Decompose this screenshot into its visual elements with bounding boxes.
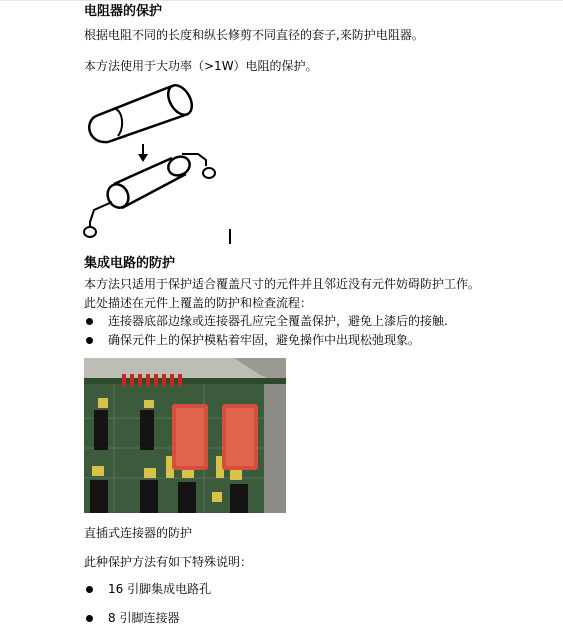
resistor-para-2: 本方法使用于大功率（>1W）电阻的保护。 bbox=[84, 59, 318, 73]
pcb-connector-photo bbox=[84, 358, 286, 513]
connector-bullet-1: 16 引脚集成电路孔 bbox=[108, 582, 212, 596]
text-cursor bbox=[229, 229, 231, 244]
bullet-dot-3 bbox=[86, 586, 93, 593]
down-arrow-icon bbox=[138, 144, 148, 162]
ic-para-1: 本方法只适用于保护适合覆盖尺寸的元件并且邻近没有元件妨碍防护工作。 bbox=[84, 277, 481, 291]
section-title-resistor-protection: 电阻器的保护 bbox=[84, 4, 163, 19]
section-title-ic-protection: 集成电路的防护 bbox=[84, 256, 176, 271]
ic-bullet-2: 确保元件上的保护模粘着牢固，避免操作中出现松弛现象。 bbox=[108, 333, 421, 347]
resistor-sleeve-diagram bbox=[76, 82, 226, 240]
connector-bullet-2: 8 引脚连接器 bbox=[108, 611, 180, 625]
ic-para-2: 此处描述在元件上覆盖的防护和检查流程： bbox=[84, 296, 313, 310]
ic-bullet-1: 连接器底部边缘或连接器孔应完全覆盖保护，避免上漆后的接触. bbox=[108, 314, 448, 328]
connector-note: 此种保护方法有如下特殊说明： bbox=[84, 555, 253, 569]
connector-caption: 直插式连接器的防护 bbox=[84, 526, 193, 540]
bullet-dot-1 bbox=[86, 318, 93, 325]
bullet-dot-2 bbox=[86, 337, 93, 344]
bullet-dot-4 bbox=[86, 615, 93, 622]
resistor-para-1: 根据电阻不同的长度和纵长修剪不同直径的套子,来防护电阻器。 bbox=[84, 28, 424, 42]
sleeve-tube-illustration bbox=[89, 82, 196, 142]
sleeved-resistor-illustration bbox=[84, 153, 215, 237]
